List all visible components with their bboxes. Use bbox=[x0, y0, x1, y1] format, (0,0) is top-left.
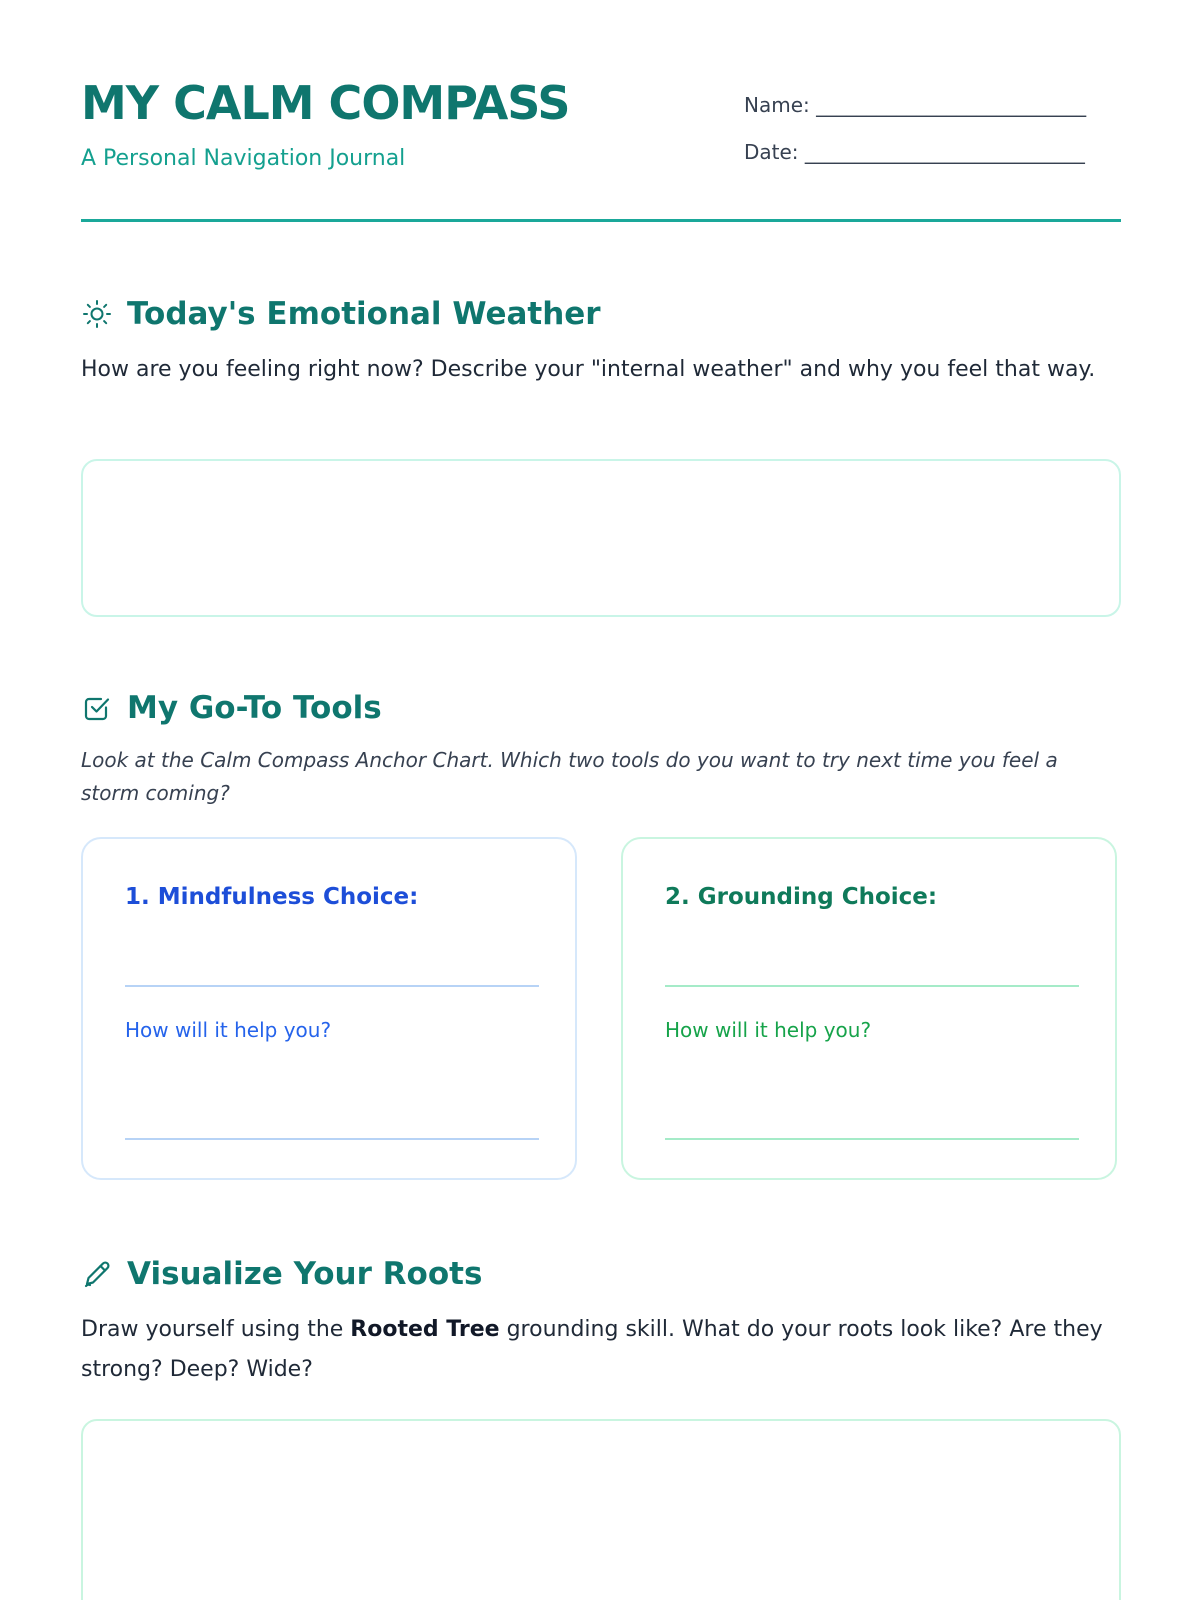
grounding-question: How will it help you? bbox=[665, 1018, 872, 1042]
grounding-answer-line[interactable] bbox=[665, 1138, 1079, 1140]
roots-prompt-bold: Rooted Tree bbox=[350, 1317, 500, 1342]
weather-prompt: How are you feeling right now? Describe your "internal weather" and why you feel that way. bbox=[81, 357, 1096, 382]
pencil-icon bbox=[81, 1258, 113, 1290]
roots-section-heading bbox=[81, 1254, 482, 1294]
weather-section-heading bbox=[81, 294, 601, 334]
weather-heading: Today's Emotional Weather bbox=[127, 295, 601, 332]
grounding-card bbox=[621, 837, 1117, 1180]
mindfulness-choice-line[interactable] bbox=[125, 985, 539, 987]
name-field[interactable]: Name: ___________________________ bbox=[744, 93, 1087, 117]
tools-heading: My Go-To Tools bbox=[127, 689, 382, 726]
page-subtitle: A Personal Navigation Journal bbox=[81, 146, 406, 171]
mindfulness-answer-line[interactable] bbox=[125, 1138, 539, 1140]
roots-prompt-start: Draw yourself using the bbox=[81, 1317, 351, 1342]
page-title: MY CALM COMPASS bbox=[81, 76, 570, 130]
tools-section-heading bbox=[81, 688, 382, 728]
sun-icon bbox=[81, 298, 113, 330]
mindfulness-card bbox=[81, 837, 577, 1180]
tools-prompt: Look at the Calm Compass Anchor Chart. Which two tools do you want to try next time you feel a storm coming? bbox=[81, 748, 1058, 805]
roots-heading: Visualize Your Roots bbox=[127, 1255, 483, 1292]
grounding-card-title: 2. Grounding Choice: bbox=[665, 884, 938, 910]
roots-drawing-box[interactable] bbox=[81, 1419, 1121, 1600]
checkbox-icon bbox=[81, 692, 113, 724]
date-field[interactable]: Date: ____________________________ bbox=[744, 140, 1085, 164]
mindfulness-card-title: 1. Mindfulness Choice: bbox=[125, 884, 419, 910]
grounding-choice-line[interactable] bbox=[665, 985, 1079, 987]
header-divider bbox=[81, 219, 1121, 222]
roots-prompt-end: grounding skill. What do your roots look like? Are they strong? Deep? Wide? bbox=[81, 1317, 1103, 1382]
weather-answer-box[interactable] bbox=[81, 459, 1121, 617]
mindfulness-question: How will it help you? bbox=[125, 1018, 332, 1042]
page-header bbox=[81, 0, 1121, 223]
roots-prompt bbox=[81, 1310, 1121, 1390]
journal-page bbox=[81, 0, 1121, 1382]
